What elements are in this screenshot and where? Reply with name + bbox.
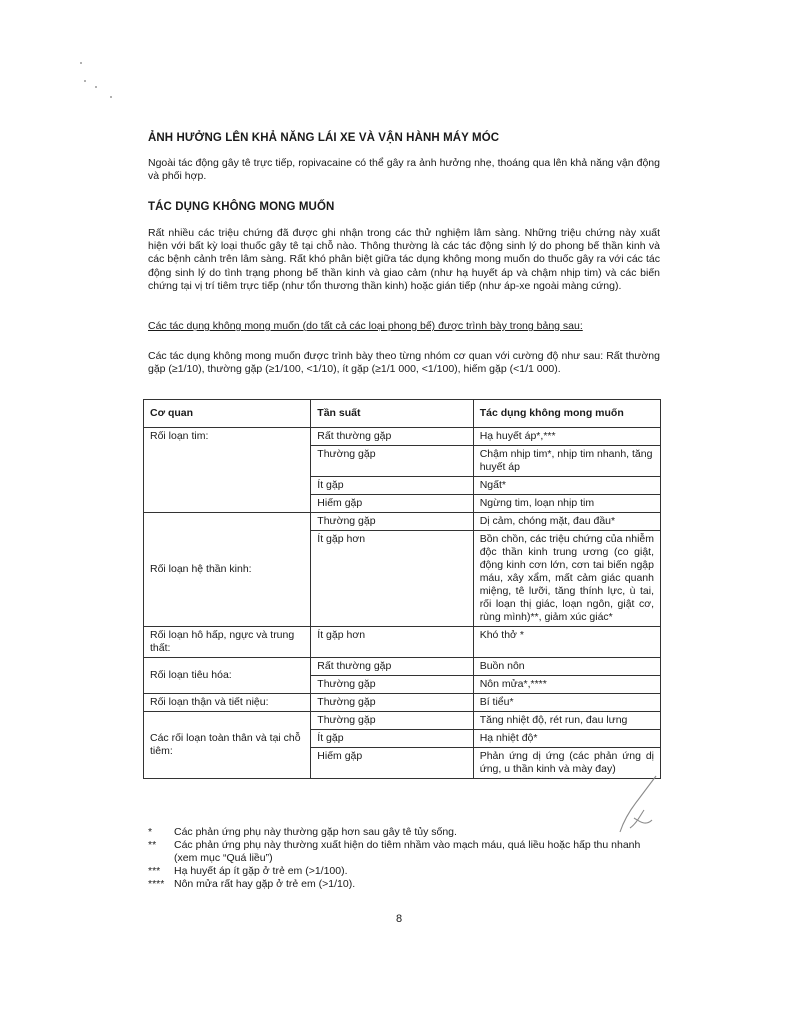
- frequency-cell: Thường gặp: [311, 446, 473, 477]
- effect-cell: Hạ nhiệt độ*: [473, 730, 660, 748]
- table-row: [144, 658, 661, 676]
- adverse-effects-paragraph: Rất nhiều các triệu chứng đã được ghi nhận trong các thử nghiệm lâm sàng. Những triệu chứng này xuất hiện với bất kỳ loại thuốc gây tê tại chỗ nào. Thông thường là các tác động sinh lý do phong bế thần kinh và các bệnh cảnh trên lâm sàng. Rất khó phân biệt giữa tác dụng không mong muốn do thuốc gây ra với các tác động sinh lý do tình trạng phong bế thần kinh và giao cảm (như hạ huyết áp và chậm nhịp tim) và các biến chứng tại vị trí tiêm trực tiếp (như tổn thương thần kinh) hoặc gián tiếp (như áp-xe ngoài màng cứng).: [148, 227, 660, 292]
- footnote: [148, 826, 648, 839]
- header-organ: Cơ quan: [144, 400, 311, 428]
- footnote-mark: ****: [148, 878, 165, 890]
- effect-cell: Hạ huyết áp*,***: [473, 428, 660, 446]
- effect-cell: Bồn chồn, các triệu chứng của nhiễm độc thần kinh trung ương (co giật, động kinh cơn lớn, cơn tai biến ngập máu, xây xẩm, mất cảm giác quanh miệng, tê lưỡi, tăng thính lực, ù tai, rối loạn thị giác, loạn ngôn, giật cơ, rùng mình)**, giảm xúc giác*: [473, 531, 660, 627]
- table-row: [144, 513, 661, 531]
- header-effect: Tác dụng không mong muốn: [473, 400, 660, 428]
- frequency-cell: Ít gặp hơn: [311, 531, 473, 627]
- effect-cell: Tăng nhiệt độ, rét run, đau lưng: [473, 712, 660, 730]
- table-row: [144, 428, 661, 446]
- frequency-cell: Hiếm gặp: [311, 748, 473, 779]
- organ-cell: Rối loạn hệ thần kinh:: [144, 513, 311, 627]
- section-heading-adverse-effects: TÁC DỤNG KHÔNG MONG MUỐN: [148, 201, 335, 213]
- frequency-cell: Ít gặp: [311, 730, 473, 748]
- table-row: [144, 712, 661, 730]
- table-intro-underlined: Các tác dụng không mong muốn (do tất cả các loại phong bế) được trình bày trong bảng sau:: [148, 320, 583, 332]
- effect-cell: Buồn nôn: [473, 658, 660, 676]
- effect-cell: Nôn mửa*,****: [473, 676, 660, 694]
- footnotes: [148, 826, 648, 891]
- page-number: 8: [396, 913, 403, 925]
- adverse-effects-table: [143, 399, 661, 779]
- effect-cell: Dị cảm, chóng mặt, đau đầu*: [473, 513, 660, 531]
- frequency-cell: Thường gặp: [311, 712, 473, 730]
- table-row: [144, 694, 661, 712]
- organ-cell: Rối loạn hô hấp, ngực và trung thất:: [144, 627, 311, 658]
- footnote: [148, 839, 648, 865]
- section-heading-driving: ẢNH HƯỞNG LÊN KHẢ NĂNG LÁI XE VÀ VẬN HÀNH MÁY MÓC: [148, 132, 500, 144]
- table-row: [144, 627, 661, 658]
- effect-cell: Ngừng tim, loạn nhịp tim: [473, 495, 660, 513]
- frequency-cell: Thường gặp: [311, 694, 473, 712]
- frequency-cell: Thường gặp: [311, 513, 473, 531]
- header-frequency: Tần suất: [311, 400, 473, 428]
- footnote-mark: **: [148, 839, 157, 851]
- organ-cell: Rối loạn tiêu hóa:: [144, 658, 311, 694]
- driving-paragraph: Ngoài tác động gây tê trực tiếp, ropivacaine có thể gây ra ảnh hưởng nhẹ, thoáng qua lên khả năng vận động và phối hợp.: [148, 157, 660, 183]
- organ-cell: Rối loạn tim:: [144, 428, 311, 513]
- effect-cell: Chậm nhịp tim*, nhịp tim nhanh, tăng huyết áp: [473, 446, 660, 477]
- effect-cell: Khó thở *: [473, 627, 660, 658]
- footnote: [148, 865, 648, 878]
- footnote: [148, 878, 648, 891]
- effect-cell: Ngất*: [473, 477, 660, 495]
- organ-cell: Các rối loạn toàn thân và tại chỗ tiêm:: [144, 712, 311, 779]
- frequency-cell: Hiếm gặp: [311, 495, 473, 513]
- effect-cell: Phản ứng dị ứng (các phản ứng dị ứng, u thần kinh và mày đay): [473, 748, 660, 779]
- frequency-definition-paragraph: Các tác dụng không mong muốn được trình bày theo từng nhóm cơ quan với cường độ như sau: Rất thường gặp (≥1/10), thường gặp (≥1/100, <1/10), ít gặp (≥1/1 000, <1/100), hiếm gặp (<1/1 000).: [148, 350, 660, 376]
- footnote-text: Các phản ứng phụ này thường xuất hiện do tiêm nhầm vào mạch máu, quá liều hoặc hấp thu nhanh (xem mục “Quá liều”): [174, 839, 641, 864]
- footnote-text: Nôn mửa rất hay gặp ở trẻ em (>1/10).: [174, 878, 356, 890]
- frequency-cell: Ít gặp hơn: [311, 627, 473, 658]
- footnote-text: Các phản ứng phụ này thường gặp hơn sau gây tê tủy sống.: [174, 826, 457, 838]
- frequency-cell: Rất thường gặp: [311, 658, 473, 676]
- frequency-cell: Thường gặp: [311, 676, 473, 694]
- footnote-mark: *: [148, 826, 153, 838]
- frequency-cell: Rất thường gặp: [311, 428, 473, 446]
- footnote-text: Hạ huyết áp ít gặp ở trẻ em (>1/100).: [174, 865, 348, 877]
- frequency-cell: Ít gặp: [311, 477, 473, 495]
- effect-cell: Bí tiểu*: [473, 694, 660, 712]
- table-header-row: [144, 400, 661, 428]
- footnote-mark: ***: [148, 865, 161, 877]
- organ-cell: Rối loạn thận và tiết niệu:: [144, 694, 311, 712]
